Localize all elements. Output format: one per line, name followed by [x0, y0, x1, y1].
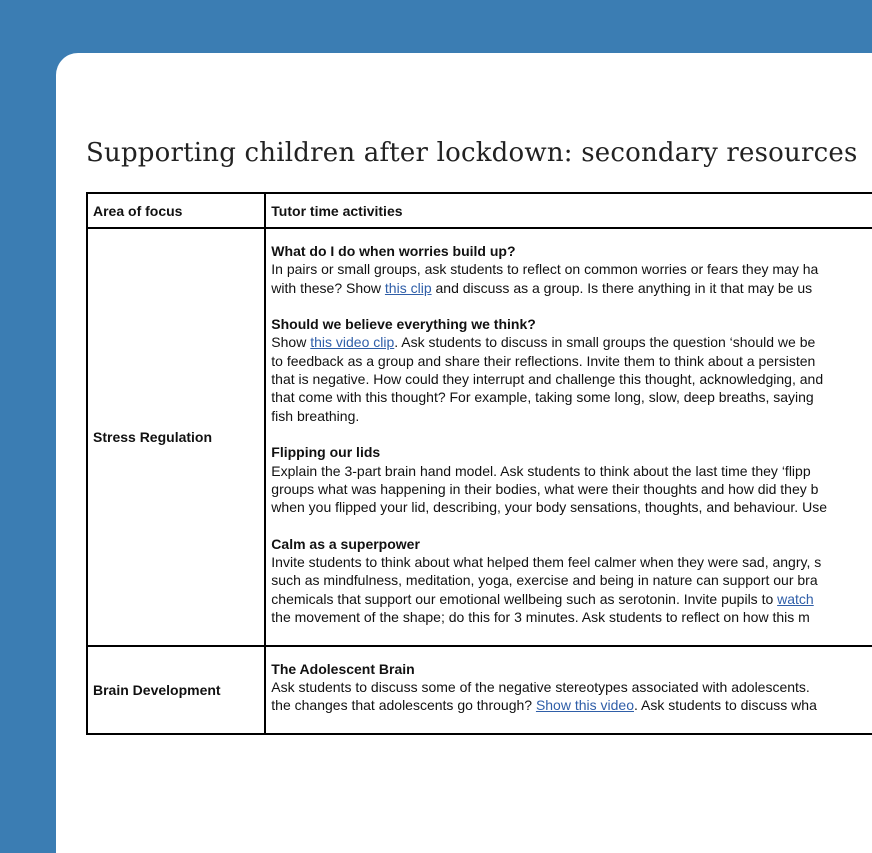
activity-title: Should we believe everything we think? [271, 316, 536, 333]
activity-title: What do I do when worries build up? [271, 243, 516, 259]
activity-text-line: Invite students to think about what helped them feel calmer when they were sad, angry, s [271, 554, 822, 571]
activities-list [271, 229, 872, 626]
activity-block [271, 315, 872, 425]
resource-link[interactable]: watch [777, 590, 814, 607]
area-cell: Stress Regulation [87, 228, 265, 646]
activity-text: Show [271, 334, 311, 351]
document-page [56, 53, 872, 853]
activities-cell [265, 228, 872, 646]
activity-text-line: Ask students to discuss some of the negative stereotypes associated with adolescents. [271, 678, 810, 695]
activity-text: . Ask students to discuss in small groups the question ‘should we be [394, 334, 816, 351]
activity-title: Flipping our lids [271, 444, 381, 461]
activity-text-line: that come with this thought? For example, taking some long, slow, deep breaths, saying [271, 389, 814, 406]
activity-text: with these? Show [271, 279, 385, 296]
activity-text-line: In pairs or small groups, ask students to reflect on common worries or fears they may ha [271, 261, 819, 278]
activity-title: The Adolescent Brain [271, 660, 415, 677]
activities-cell [265, 646, 872, 734]
activity-text-line: to feedback as a group and share their reflections. Invite them to think about a persisten [271, 352, 816, 369]
resource-link[interactable]: this video clip [310, 334, 395, 351]
activity-block [271, 660, 872, 715]
activity-text: the changes that adolescents go through? [271, 697, 536, 714]
activity-text: . Ask students to discuss wha [634, 697, 817, 714]
activity-block [271, 443, 872, 516]
resource-link[interactable]: this clip [384, 279, 432, 296]
activity-text-line [271, 279, 872, 297]
activity-text-line: the movement of the shape; do this for 3 minutes. Ask students to reflect on how this m [271, 608, 810, 625]
activity-text: and discuss as a group. Is there anything in it that may be us [431, 279, 813, 296]
activity-text-line: that is negative. How could they interrupt and challenge this thought, acknowledging, and [271, 371, 824, 388]
page-title: Supporting children after lockdown: secondary resources [86, 138, 858, 168]
activity-text-line: such as mindfulness, meditation, yoga, exercise and being in nature can support our bra [271, 572, 818, 589]
resources-table [86, 192, 872, 735]
activity-text-line [271, 590, 872, 608]
column-header-area: Area of focus [87, 193, 265, 228]
activity-text-line: fish breathing. [271, 407, 360, 424]
activity-title: Calm as a superpower [271, 535, 420, 552]
table-header-row [87, 193, 872, 228]
activity-text-line: when you flipped your lid, describing, your body sensations, thoughts, and behaviour. Use [271, 499, 827, 516]
area-cell: Brain Development [87, 646, 265, 734]
activity-text-line: groups what was happening in their bodies, what were their thoughts and how did they b [271, 480, 819, 497]
activity-text-line [271, 333, 872, 351]
table-row [87, 646, 872, 734]
column-header-activities: Tutor time activities [265, 193, 872, 228]
activity-text-line: Explain the 3-part brain hand model. Ask students to think about the last time they ‘flipp [271, 462, 811, 479]
activities-list [271, 647, 872, 715]
table-row [87, 228, 872, 646]
resource-link[interactable]: Show this video [535, 697, 634, 714]
activity-text: chemicals that support our emotional wellbeing such as serotonin. Invite pupils to [271, 590, 778, 607]
activity-block [271, 535, 872, 626]
activity-text-line [271, 696, 872, 714]
activity-block [271, 242, 872, 297]
